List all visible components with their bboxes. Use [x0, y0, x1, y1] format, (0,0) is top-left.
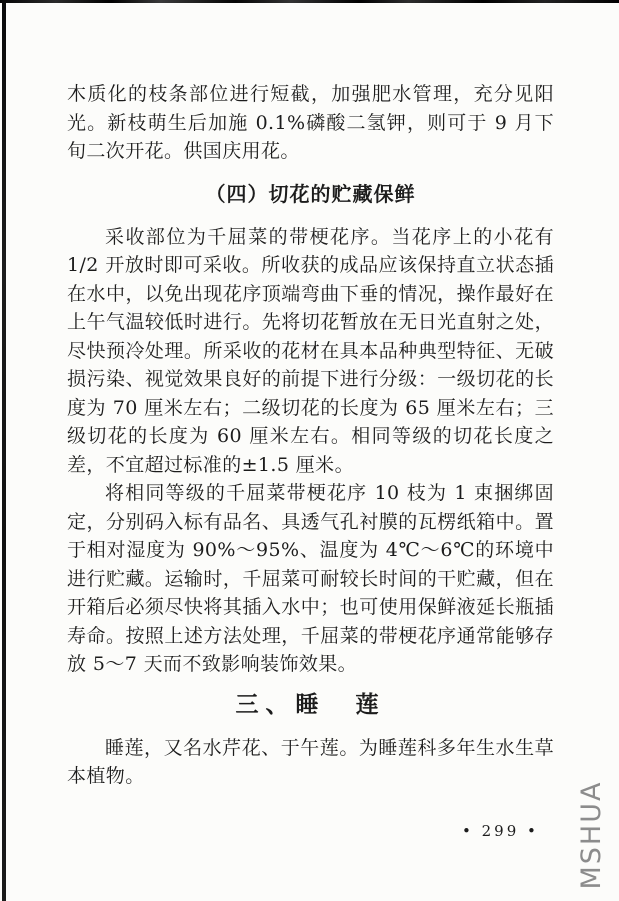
paragraph-water-lily-intro: 睡莲，又名水芹花、于午莲。为睡莲科多年生水生草本植物。: [67, 736, 554, 787]
section-heading-cut-flower-storage: （四）切花的贮藏保鲜: [205, 181, 416, 206]
chapter-heading-water-lily: 三、睡 莲: [235, 690, 386, 718]
page-number: • 299 •: [462, 822, 539, 840]
page-top-edge-scan-line: [0, 0, 619, 3]
page-left-edge-scan-line: [2, 0, 6, 901]
paragraph-harvest-grading: 采收部位为千屈菜的带梗花序。当花序上的小花有 1/2 开放时即可采收。所收获的成品应该保持直立状态插在水中，以免出现花序顶端弯曲下垂的情况，操作最好在上午气温较低时进行。先将切花暂放在无日光直射之处，尽快预冷处理。所采收的花材在具本品种典型特征、无破损污染、视觉效果良好的前提下进行分级：一级切花的长度为 70 厘米左右；二级切花的长度为 65 厘米左右；三级切花的长度为 60 厘米左右。相同等级的切花长度之差，不宜超过标准的±1.5 厘米。: [67, 225, 554, 476]
text-column: [67, 80, 554, 791]
paragraph-continuation-pruning: 木质化的枝条部位进行短截，加强肥水管理，充分见阳光。新枝萌生后加施 0.1%磷酸二氢钾，则可于 9 月下旬二次开花。供国庆用花。: [67, 83, 554, 162]
paragraph-packing-storage: 将相同等级的千屈菜带梗花序 10 枝为 1 束捆绑固定，分别码入标有品名、具透气孔衬膜的瓦楞纸箱中。置于相对湿度为 90%～95%、温度为 4℃～6℃的环境中进行贮藏。运输时，千屈菜可耐较长时间的干贮藏，但在开箱后必须尽快将其插入水中；也可使用保鲜液延长瓶插寿命。按照上述方法处理，千屈菜的带梗花序通常能够存放 5～7 天而不致影响装饰效果。: [67, 482, 554, 675]
watermark-mshua: MSHUA: [576, 780, 607, 890]
